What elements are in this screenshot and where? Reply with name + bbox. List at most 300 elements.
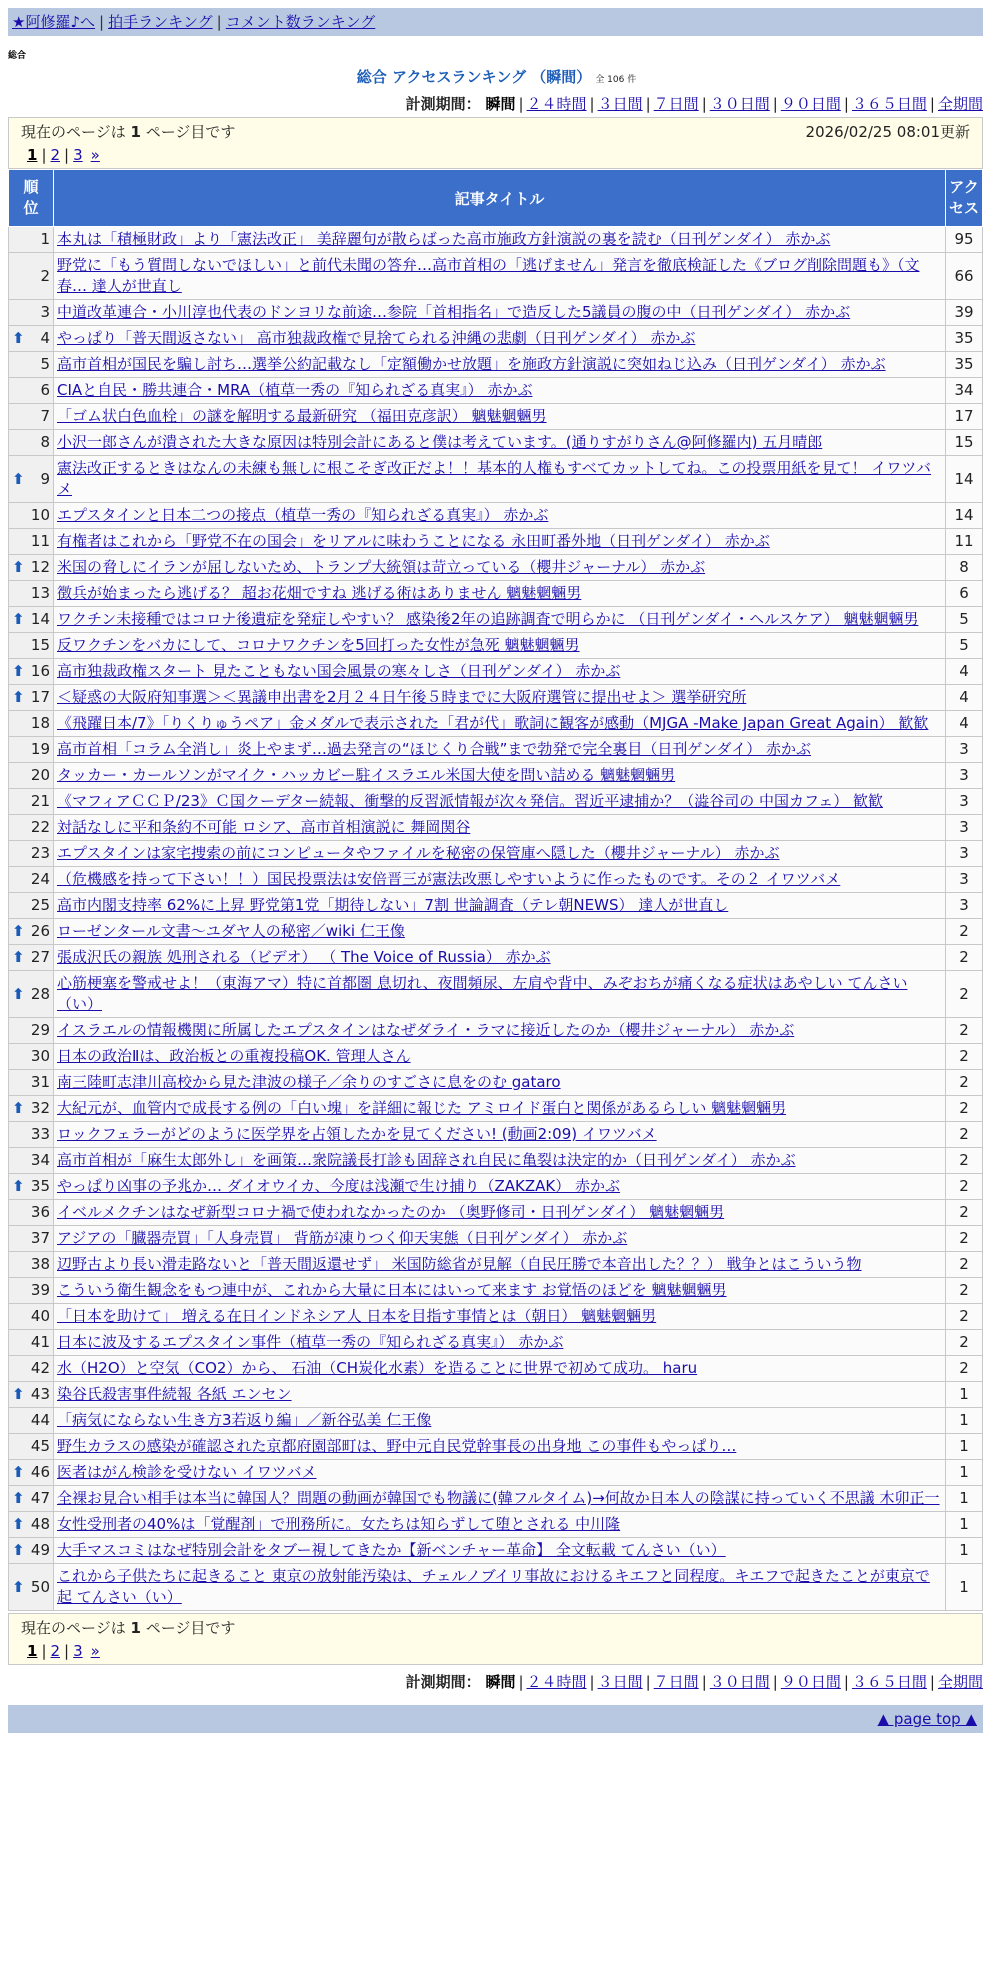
table-row bbox=[9, 711, 983, 737]
access-count: 4 bbox=[946, 685, 983, 711]
title-cell bbox=[54, 919, 946, 945]
access-count: 1 bbox=[946, 1564, 983, 1611]
article-title-link[interactable]: 心筋梗塞を警戒せよ！（東海アマ）特に首都圏 息切れ、夜間頻尿、左肩や背中、みぞおちが痛くなる症状はあやしい てんさい（い） bbox=[57, 974, 908, 1013]
page-2-link[interactable]: 2 bbox=[50, 1642, 61, 1660]
article-title-link[interactable]: 「日本を助けて」 増える在日インドネシア人 日本を目指す事情とは（朝日） 魑魅魍魎男 bbox=[57, 1307, 657, 1325]
title-cell bbox=[54, 352, 946, 378]
article-title-link[interactable]: 女性受刑者の40%は「覚醒剤」で刑務所に。女たちは知らずして堕とされる 中川隆 bbox=[57, 1515, 621, 1533]
rank-cell bbox=[9, 1044, 54, 1070]
rank-cell bbox=[9, 1174, 54, 1200]
category-label: 総合 bbox=[8, 51, 27, 61]
rank-number: 37 bbox=[30, 1229, 50, 1247]
rank-cell bbox=[9, 1018, 54, 1044]
access-count: 2 bbox=[946, 971, 983, 1018]
table-row bbox=[9, 815, 983, 841]
article-title-link[interactable]: ＜疑惑の大阪府知事選＞＜異議申出書を2月２４日午後５時までに大阪府選管に提出せよ＞ 選挙研究所 bbox=[57, 688, 747, 706]
table-row bbox=[9, 763, 983, 789]
rank-cell bbox=[9, 945, 54, 971]
title-cell bbox=[54, 1460, 946, 1486]
page-next-link[interactable]: » bbox=[90, 1642, 100, 1660]
access-count: 2 bbox=[946, 1200, 983, 1226]
title-cell bbox=[54, 789, 946, 815]
article-title-link[interactable]: 辺野古より長い滑走路ないと「普天間返還せず」 米国防総省が見解（自民圧勝で本音出した？？） 戦争とはこういう物 bbox=[57, 1255, 862, 1273]
title-cell bbox=[54, 971, 946, 1018]
access-count: 2 bbox=[946, 1174, 983, 1200]
page-next-link[interactable]: » bbox=[90, 146, 100, 164]
table-row bbox=[9, 607, 983, 633]
rank-cell bbox=[9, 1278, 54, 1304]
rank-number: 6 bbox=[40, 381, 50, 399]
rank-number: 41 bbox=[30, 1333, 50, 1351]
article-title-link[interactable]: 張成沢氏の親族 処刑される（ビデオ） （ The Voice of Russia） 赤かぶ bbox=[57, 948, 551, 966]
access-count: 2 bbox=[946, 1096, 983, 1122]
access-count: 5 bbox=[946, 633, 983, 659]
rank-cell bbox=[9, 1434, 54, 1460]
period-label: 計測期間： bbox=[405, 95, 481, 113]
access-count: 14 bbox=[946, 456, 983, 503]
article-title-link[interactable]: ワクチン未接種ではコロナ後遺症を発症しやすい？ 感染後2年の追跡調査で明らかに （日刊ゲンダイ・ヘルスケア） 魑魅魍魎男 bbox=[57, 610, 919, 628]
rank-number: 48 bbox=[30, 1515, 50, 1533]
table-row bbox=[9, 1070, 983, 1096]
rank-number: 18 bbox=[30, 714, 50, 732]
nav-link-comment-ranking[interactable]: コメント数ランキング bbox=[225, 13, 376, 31]
period-selector-bottom: 計測期間： 瞬間 | ２４時間 | ３日間 | ７日間 | ３０日間 | ９０日間 | ３６５日間 | 全期間 bbox=[405, 1673, 983, 1691]
rank-number: 39 bbox=[30, 1281, 50, 1299]
access-count: 1 bbox=[946, 1460, 983, 1486]
article-title-link[interactable]: 染谷氏殺害事件続報 各紙 エンセン bbox=[57, 1385, 292, 1403]
period-all-link[interactable]: 全期間 bbox=[937, 95, 983, 113]
table-row bbox=[9, 945, 983, 971]
rank-up-arrow-icon: ⬆ bbox=[12, 1385, 25, 1403]
updated-timestamp: 2026/02/25 08:01更新 bbox=[805, 123, 970, 141]
table-row bbox=[9, 659, 983, 685]
table-row bbox=[9, 581, 983, 607]
header-rank: 順位 bbox=[9, 170, 54, 227]
access-count: 34 bbox=[946, 378, 983, 404]
table-row bbox=[9, 555, 983, 581]
table-row bbox=[9, 1512, 983, 1538]
article-title-link[interactable]: エプスタインは家宅捜索の前にコンピュータやファイルを秘密の保管庫へ隠した（櫻井ジャーナル） 赤かぶ bbox=[57, 844, 780, 862]
rank-cell bbox=[9, 529, 54, 555]
rank-up-arrow-icon: ⬆ bbox=[12, 329, 25, 347]
rank-cell bbox=[9, 633, 54, 659]
period-7d-link[interactable]: ７日間 bbox=[653, 1673, 699, 1691]
table-row bbox=[9, 1148, 983, 1174]
access-count: 2 bbox=[946, 1304, 983, 1330]
rank-cell bbox=[9, 1408, 54, 1434]
rank-number: 13 bbox=[30, 584, 50, 602]
header-access: アクセス bbox=[946, 170, 983, 227]
article-title-link[interactable]: エプスタインと日本二つの接点（植草一秀の『知られざる真実』） 赤かぶ bbox=[57, 506, 549, 524]
rank-cell bbox=[9, 1512, 54, 1538]
table-row bbox=[9, 1200, 983, 1226]
article-title-link[interactable]: 大紀元が、血管内で成長する例の「白い塊」を詳細に報じた アミロイド蛋白と関係があるらしい 魑魅魍魎男 bbox=[57, 1099, 787, 1117]
title-cell bbox=[54, 326, 946, 352]
article-title-link[interactable]: 徴兵が始まったら逃げる？ 超お花畑ですね 逃げる術はありません 魑魅魍魎男 bbox=[57, 584, 582, 602]
period-90d-link[interactable]: ９０日間 bbox=[780, 1673, 841, 1691]
rank-number: 3 bbox=[40, 303, 50, 321]
access-count: 2 bbox=[946, 1148, 983, 1174]
access-count: 2 bbox=[946, 945, 983, 971]
rank-cell bbox=[9, 253, 54, 300]
rank-number: 2 bbox=[40, 266, 50, 285]
period-label: 計測期間： bbox=[405, 1673, 481, 1691]
title-cell bbox=[54, 300, 946, 326]
rank-cell bbox=[9, 685, 54, 711]
rank-cell bbox=[9, 227, 54, 253]
rank-number: 29 bbox=[30, 1021, 50, 1039]
footer-bar bbox=[8, 1705, 983, 1733]
article-title-link[interactable]: 日本の政治Ⅱは、政治板との重複投稿OK. 管理人さん bbox=[57, 1047, 411, 1065]
rank-number: 36 bbox=[30, 1203, 50, 1221]
rank-cell bbox=[9, 1330, 54, 1356]
period-90d-link[interactable]: ９０日間 bbox=[780, 95, 841, 113]
access-count: 1 bbox=[946, 1538, 983, 1564]
article-title-link[interactable]: 高市内閣支持率 62%に上昇 野党第1党「期待しない」7割 世論調査（テレ朝NEWS） 達人が世直し bbox=[57, 896, 729, 914]
title-cell bbox=[54, 1330, 946, 1356]
header-title: 記事タイトル bbox=[54, 170, 946, 227]
title-cell bbox=[54, 1408, 946, 1434]
title-cell bbox=[54, 763, 946, 789]
access-count: 8 bbox=[946, 555, 983, 581]
access-count: 2 bbox=[946, 1070, 983, 1096]
title-cell bbox=[54, 581, 946, 607]
access-count: 2 bbox=[946, 1356, 983, 1382]
rank-up-arrow-icon: ⬆ bbox=[12, 688, 25, 706]
title-cell bbox=[54, 1096, 946, 1122]
access-count: 1 bbox=[946, 1512, 983, 1538]
title-cell bbox=[54, 378, 946, 404]
page-top-link[interactable]: ▲ page top ▲ bbox=[877, 1710, 977, 1728]
rank-number: 7 bbox=[40, 407, 50, 425]
rank-number: 22 bbox=[30, 818, 50, 836]
article-title-link[interactable]: 小沢一郎さんが潰された大きな原因は特別会計にあると僕は考えています。(通りすがりさん@阿修羅内) 五月晴郎 bbox=[57, 433, 823, 451]
rank-cell bbox=[9, 352, 54, 378]
table-row bbox=[9, 1486, 983, 1512]
rank-cell bbox=[9, 378, 54, 404]
page-title-text: 総合 アクセスランキング （瞬間） bbox=[356, 68, 592, 86]
current-page-info: 現在のページは 1 ページ目です bbox=[21, 123, 236, 141]
title-cell bbox=[54, 633, 946, 659]
rank-cell bbox=[9, 1382, 54, 1408]
rank-number: 5 bbox=[40, 355, 50, 373]
title-cell bbox=[54, 1538, 946, 1564]
period-3d-link[interactable]: ３日間 bbox=[597, 1673, 643, 1691]
rank-up-arrow-icon: ⬆ bbox=[12, 1577, 25, 1596]
access-count: 39 bbox=[946, 300, 983, 326]
title-cell bbox=[54, 1356, 946, 1382]
rank-number: 25 bbox=[30, 896, 50, 914]
article-title-link[interactable]: ローゼンタール文書〜ユダヤ人の秘密／wiki 仁王像 bbox=[57, 922, 405, 940]
table-row bbox=[9, 1044, 983, 1070]
period-all-link[interactable]: 全期間 bbox=[937, 1673, 983, 1691]
rank-up-arrow-icon: ⬆ bbox=[12, 662, 25, 680]
rank-cell bbox=[9, 503, 54, 529]
article-title-link[interactable]: 高市首相が国民を騙し討ち…選挙公約記載なし「定額働かせ放題」を施政方針演説に突如ねじ込み（日刊ゲンダイ） 赤かぶ bbox=[57, 355, 886, 373]
rank-number: 32 bbox=[30, 1099, 50, 1117]
title-cell bbox=[54, 1512, 946, 1538]
rank-cell bbox=[9, 300, 54, 326]
rank-number: 38 bbox=[30, 1255, 50, 1273]
table-row bbox=[9, 1252, 983, 1278]
period-30d-link[interactable]: ３０日間 bbox=[709, 95, 770, 113]
access-count: 1 bbox=[946, 1408, 983, 1434]
rank-number: 15 bbox=[30, 636, 50, 654]
article-title-link[interactable]: やっぱり凶事の予兆か… ダイオウイカ、今度は浅瀬で生け捕り（ZAKZAK） 赤かぶ bbox=[57, 1177, 621, 1195]
rank-number: 43 bbox=[30, 1385, 50, 1403]
period-365d-link[interactable]: ３６５日間 bbox=[851, 1673, 927, 1691]
rank-cell bbox=[9, 430, 54, 456]
title-cell bbox=[54, 867, 946, 893]
rank-up-arrow-icon: ⬆ bbox=[12, 1489, 25, 1507]
title-cell bbox=[54, 737, 946, 763]
period-30d-link[interactable]: ３０日間 bbox=[709, 1673, 770, 1691]
rank-number: 47 bbox=[30, 1489, 50, 1507]
table-row bbox=[9, 971, 983, 1018]
article-title-link[interactable]: イスラエルの情報機関に所属したエプスタインはなぜダライ・ラマに接近したのか（櫻井ジャーナル） 赤かぶ bbox=[57, 1021, 795, 1039]
article-title-link[interactable]: 高市首相「コラム全消し」炎上やまず…過去発言の“ほじくり合戦”まで勃発で完全裏目（日刊ゲンダイ） 赤かぶ bbox=[57, 740, 811, 758]
table-row bbox=[9, 1434, 983, 1460]
article-title-link[interactable]: CIAと自民・勝共連合・MRA（植草一秀の『知られざる真実』） 赤かぶ bbox=[57, 381, 533, 399]
access-count: 1 bbox=[946, 1382, 983, 1408]
title-cell bbox=[54, 1226, 946, 1252]
nav-link-asyura-home[interactable]: ★阿修羅♪へ bbox=[12, 13, 96, 31]
article-title-link[interactable]: 有権者はこれから「野党不在の国会」をリアルに味わうことになる 永田町番外地（日刊ゲンダイ） 赤かぶ bbox=[57, 532, 770, 550]
rank-cell bbox=[9, 763, 54, 789]
access-count: 35 bbox=[946, 352, 983, 378]
access-count: 3 bbox=[946, 763, 983, 789]
title-cell bbox=[54, 1252, 946, 1278]
rank-up-arrow-icon: ⬆ bbox=[12, 948, 25, 966]
title-cell bbox=[54, 711, 946, 737]
title-cell bbox=[54, 1018, 946, 1044]
table-row bbox=[9, 378, 983, 404]
access-count: 17 bbox=[946, 404, 983, 430]
access-count: 11 bbox=[946, 529, 983, 555]
rank-cell bbox=[9, 867, 54, 893]
article-title-link[interactable]: 南三陸町志津川高校から見た津波の様子／余りのすごさに息をのむ gataro bbox=[57, 1073, 561, 1091]
table-row bbox=[9, 685, 983, 711]
table-row bbox=[9, 1356, 983, 1382]
total-count: 全 106 件 bbox=[595, 75, 637, 85]
access-count: 2 bbox=[946, 1252, 983, 1278]
period-24h-link[interactable]: ２４時間 bbox=[526, 1673, 587, 1691]
rank-cell bbox=[9, 737, 54, 763]
rank-number: 9 bbox=[40, 469, 50, 488]
article-title-link[interactable]: これから子供たちに起きること 東京の放射能汚染は、チェルノブイリ事故におけるキエフと同程度。キエフで起きたことが東京で起 てんさい（い） bbox=[57, 1567, 930, 1606]
article-title-link[interactable]: （危機感を持って下さい！！）国民投票法は安倍晋三が憲法改悪しやすいように作ったものです。その２ イワツバメ bbox=[57, 870, 841, 888]
title-cell bbox=[54, 1070, 946, 1096]
article-title-link[interactable]: 米国の脅しにイランが屈しないため、トランプ大統領は苛立っている（櫻井ジャーナル） 赤かぶ bbox=[57, 558, 706, 576]
access-count: 2 bbox=[946, 1122, 983, 1148]
access-count: 4 bbox=[946, 659, 983, 685]
title-cell bbox=[54, 1044, 946, 1070]
table-row bbox=[9, 300, 983, 326]
article-title-link[interactable]: 水（H2O）と空気（CO2）から、 石油（CH炭化水素）を造ることに世界で初めて成功。 haru bbox=[57, 1359, 698, 1377]
access-count: 3 bbox=[946, 789, 983, 815]
rank-number: 24 bbox=[30, 870, 50, 888]
rank-number: 14 bbox=[30, 610, 50, 628]
title-cell bbox=[54, 227, 946, 253]
title-cell bbox=[54, 1304, 946, 1330]
access-count: 5 bbox=[946, 607, 983, 633]
rank-number: 12 bbox=[30, 558, 50, 576]
article-title-link[interactable]: イベルメクチンはなぜ新型コロナ禍で使われなかったのか （奥野修司・日刊ゲンダイ） 魑魅魍魎男 bbox=[57, 1203, 725, 1221]
rank-number: 23 bbox=[30, 844, 50, 862]
title-cell bbox=[54, 659, 946, 685]
access-count: 2 bbox=[946, 1226, 983, 1252]
article-title-link[interactable]: 全裸お見合い相手は本当に韓国人？問題の動画が韓国でも物議に(韓フルタイム)→何故か日本人の陰謀に持っていく不思議 木卯正一 bbox=[57, 1489, 940, 1507]
title-cell bbox=[54, 503, 946, 529]
pagination: 1 | 2 | 3 » bbox=[27, 146, 100, 164]
title-cell bbox=[54, 1382, 946, 1408]
table-row bbox=[9, 841, 983, 867]
rank-number: 11 bbox=[30, 532, 50, 550]
rank-cell bbox=[9, 1148, 54, 1174]
article-title-link[interactable]: 中道改革連合・小川淳也代表のドンヨリな前途…参院「首相指名」で造反した5議員の腹の中（日刊ゲンダイ） 赤かぶ bbox=[57, 303, 851, 321]
table-row bbox=[9, 919, 983, 945]
article-title-link[interactable]: 憲法改正するときはなんの未練も無しに根こそぎ改正だよ！！基本的人権もすべてカットしてね。この投票用紙を見て！ イワツバメ bbox=[57, 459, 932, 498]
article-title-link[interactable]: 大手マスコミはなぜ特別会計をタブー視してきたか【新ベンチャー革命】 全文転載 てんさい（い） bbox=[57, 1541, 726, 1559]
rank-cell bbox=[9, 659, 54, 685]
table-row bbox=[9, 1408, 983, 1434]
rank-cell bbox=[9, 326, 54, 352]
table-row bbox=[9, 1226, 983, 1252]
title-cell bbox=[54, 1278, 946, 1304]
rank-number: 20 bbox=[30, 766, 50, 784]
nav-link-applause-ranking[interactable]: 拍手ランキング bbox=[108, 13, 213, 31]
article-title-link[interactable]: 野生カラスの感染が確認された京都府園部町は、野中元自民党幹事長の出身地 この事件もやっぱり… bbox=[57, 1437, 737, 1455]
access-count: 1 bbox=[946, 1434, 983, 1460]
access-count: 14 bbox=[946, 503, 983, 529]
access-count: 2 bbox=[946, 1044, 983, 1070]
article-title-link[interactable]: ロックフェラーがどのように医学界を占領したかを見てください! (動画2:09) イワツバメ bbox=[57, 1125, 657, 1143]
table-row bbox=[9, 1096, 983, 1122]
ranking-table-body bbox=[9, 227, 983, 1611]
article-title-link[interactable]: 《飛躍日本/7》「りくりゅうペア」金メダルで表示された「君が代」歌詞に観客が感動（MJGA -Make Japan Great Again） 歓歓 bbox=[57, 714, 929, 732]
rank-cell bbox=[9, 919, 54, 945]
rank-cell bbox=[9, 456, 54, 503]
rank-cell bbox=[9, 815, 54, 841]
table-row bbox=[9, 1538, 983, 1564]
rank-number: 45 bbox=[30, 1437, 50, 1455]
article-title-link[interactable]: 高市首相が「麻生太郎外し」を画策…衆院議長打診も固辞され自民に亀裂は決定的か（日刊ゲンダイ） 赤かぶ bbox=[57, 1151, 796, 1169]
rank-cell bbox=[9, 1486, 54, 1512]
nav-separator: | bbox=[99, 13, 105, 31]
page-current: 1 bbox=[27, 146, 38, 164]
access-count: 2 bbox=[946, 1018, 983, 1044]
access-count: 3 bbox=[946, 815, 983, 841]
rank-number: 4 bbox=[40, 329, 50, 347]
rank-up-arrow-icon: ⬆ bbox=[12, 610, 25, 628]
title-cell bbox=[54, 1122, 946, 1148]
current-page-info-bottom: 現在のページは 1 ページ目です bbox=[21, 1619, 236, 1637]
access-count: 6 bbox=[946, 581, 983, 607]
page-3-link[interactable]: 3 bbox=[73, 1642, 83, 1660]
rank-cell bbox=[9, 1200, 54, 1226]
article-title-link[interactable]: 対話なしに平和条約不可能 ロシア、高市首相演説に 舞岡関谷 bbox=[57, 818, 471, 836]
article-title-link[interactable]: やっぱり「普天間返さない」 高市独裁政権で見捨てられる沖縄の悲劇（日刊ゲンダイ） 赤かぶ bbox=[57, 329, 696, 347]
article-title-link[interactable]: 医者はがん検診を受けない イワツバメ bbox=[57, 1463, 317, 1481]
access-count: 66 bbox=[946, 253, 983, 300]
title-cell bbox=[54, 1200, 946, 1226]
period-current: 瞬間 bbox=[485, 1673, 516, 1691]
rank-cell bbox=[9, 1460, 54, 1486]
rank-cell bbox=[9, 841, 54, 867]
table-row bbox=[9, 456, 983, 503]
title-cell bbox=[54, 404, 946, 430]
rank-cell bbox=[9, 607, 54, 633]
period-3d-link[interactable]: ３日間 bbox=[597, 95, 643, 113]
table-row bbox=[9, 867, 983, 893]
article-title-link[interactable]: 日本に波及するエプスタイン事件（植草一秀の『知られざる真実』） 赤かぶ bbox=[57, 1333, 564, 1351]
article-title-link[interactable]: 高市独裁政権スタート 見たこともない国会風景の寒々しさ（日刊ゲンダイ） 赤かぶ bbox=[57, 662, 621, 680]
access-count: 3 bbox=[946, 893, 983, 919]
article-title-link[interactable]: 野党に「もう質問しないでほしい」と前代未聞の答弁…高市首相の「逃げません」発言を徹底検証した《ブログ削除問題も》（文春… 達人が世直し bbox=[57, 256, 920, 295]
page-current: 1 bbox=[27, 1642, 38, 1660]
access-count: 2 bbox=[946, 1278, 983, 1304]
article-title-link[interactable]: 「ゴム状白色血栓」の謎を解明する最新研究 （福田克彦訳） 魑魅魍魎男 bbox=[57, 407, 547, 425]
table-row bbox=[9, 404, 983, 430]
table-row bbox=[9, 1382, 983, 1408]
article-title-link[interactable]: 「病気にならない生き方3若返り編」／新谷弘美 仁王像 bbox=[57, 1411, 432, 1429]
rank-number: 42 bbox=[30, 1359, 50, 1377]
rank-cell bbox=[9, 1096, 54, 1122]
rank-cell bbox=[9, 971, 54, 1018]
article-title-link[interactable]: タッカー・カールソンがマイク・ハッカビー駐イスラエル米国大使を問い詰める 魑魅魍魎男 bbox=[57, 766, 676, 784]
rank-up-arrow-icon: ⬆ bbox=[12, 922, 25, 940]
article-title-link[interactable]: アジアの「臓器売買」「人身売買」 背筋が凍りつく仰天実態（日刊ゲンダイ） 赤かぶ bbox=[57, 1229, 628, 1247]
article-title-link[interactable]: 《マフィアＣＣＰ/23》Ｃ国クーデター続報、衝撃的反習派情報が次々発信。習近平逮捕か？（澁谷司の 中国カフェ） 歓歓 bbox=[57, 792, 883, 810]
article-title-link[interactable]: こういう衛生観念をもつ連中が、これから大量に日本にはいって来ます お覚悟のほどを 魑魅魍魎男 bbox=[57, 1281, 727, 1299]
rank-up-arrow-icon: ⬆ bbox=[12, 984, 25, 1003]
page-3-link[interactable]: 3 bbox=[73, 146, 83, 164]
rank-number: 50 bbox=[30, 1577, 50, 1596]
article-title-link[interactable]: 反ワクチンをバカにして、コロナワクチンを5回打った女性が急死 魑魅魍魎男 bbox=[57, 636, 580, 654]
rank-number: 28 bbox=[30, 984, 50, 1003]
access-count: 35 bbox=[946, 326, 983, 352]
period-7d-link[interactable]: ７日間 bbox=[653, 95, 699, 113]
title-cell bbox=[54, 893, 946, 919]
page-title bbox=[0, 66, 993, 87]
rank-number: 46 bbox=[30, 1463, 50, 1481]
table-row bbox=[9, 430, 983, 456]
table-row bbox=[9, 1018, 983, 1044]
rank-number: 8 bbox=[40, 433, 50, 451]
article-title-link[interactable]: 本丸は「積極財政」より「憲法改正」 美辞麗句が散らばった高市施政方針演説の裏を読む（日刊ゲンダイ） 赤かぶ bbox=[57, 230, 831, 248]
rank-cell bbox=[9, 1070, 54, 1096]
title-cell bbox=[54, 555, 946, 581]
rank-cell bbox=[9, 1356, 54, 1382]
page-2-link[interactable]: 2 bbox=[50, 146, 61, 164]
rank-up-arrow-icon: ⬆ bbox=[12, 1463, 25, 1481]
period-24h-link[interactable]: ２４時間 bbox=[526, 95, 587, 113]
title-cell bbox=[54, 456, 946, 503]
period-365d-link[interactable]: ３６５日間 bbox=[851, 95, 927, 113]
nav-separator: | bbox=[216, 13, 222, 31]
table-row bbox=[9, 1278, 983, 1304]
rank-number: 19 bbox=[30, 740, 50, 758]
table-row bbox=[9, 326, 983, 352]
title-cell bbox=[54, 253, 946, 300]
rank-number: 10 bbox=[30, 506, 50, 524]
title-cell bbox=[54, 1486, 946, 1512]
rank-cell bbox=[9, 1304, 54, 1330]
rank-number: 30 bbox=[30, 1047, 50, 1065]
title-cell bbox=[54, 685, 946, 711]
rank-cell bbox=[9, 1226, 54, 1252]
rank-number: 17 bbox=[30, 688, 50, 706]
